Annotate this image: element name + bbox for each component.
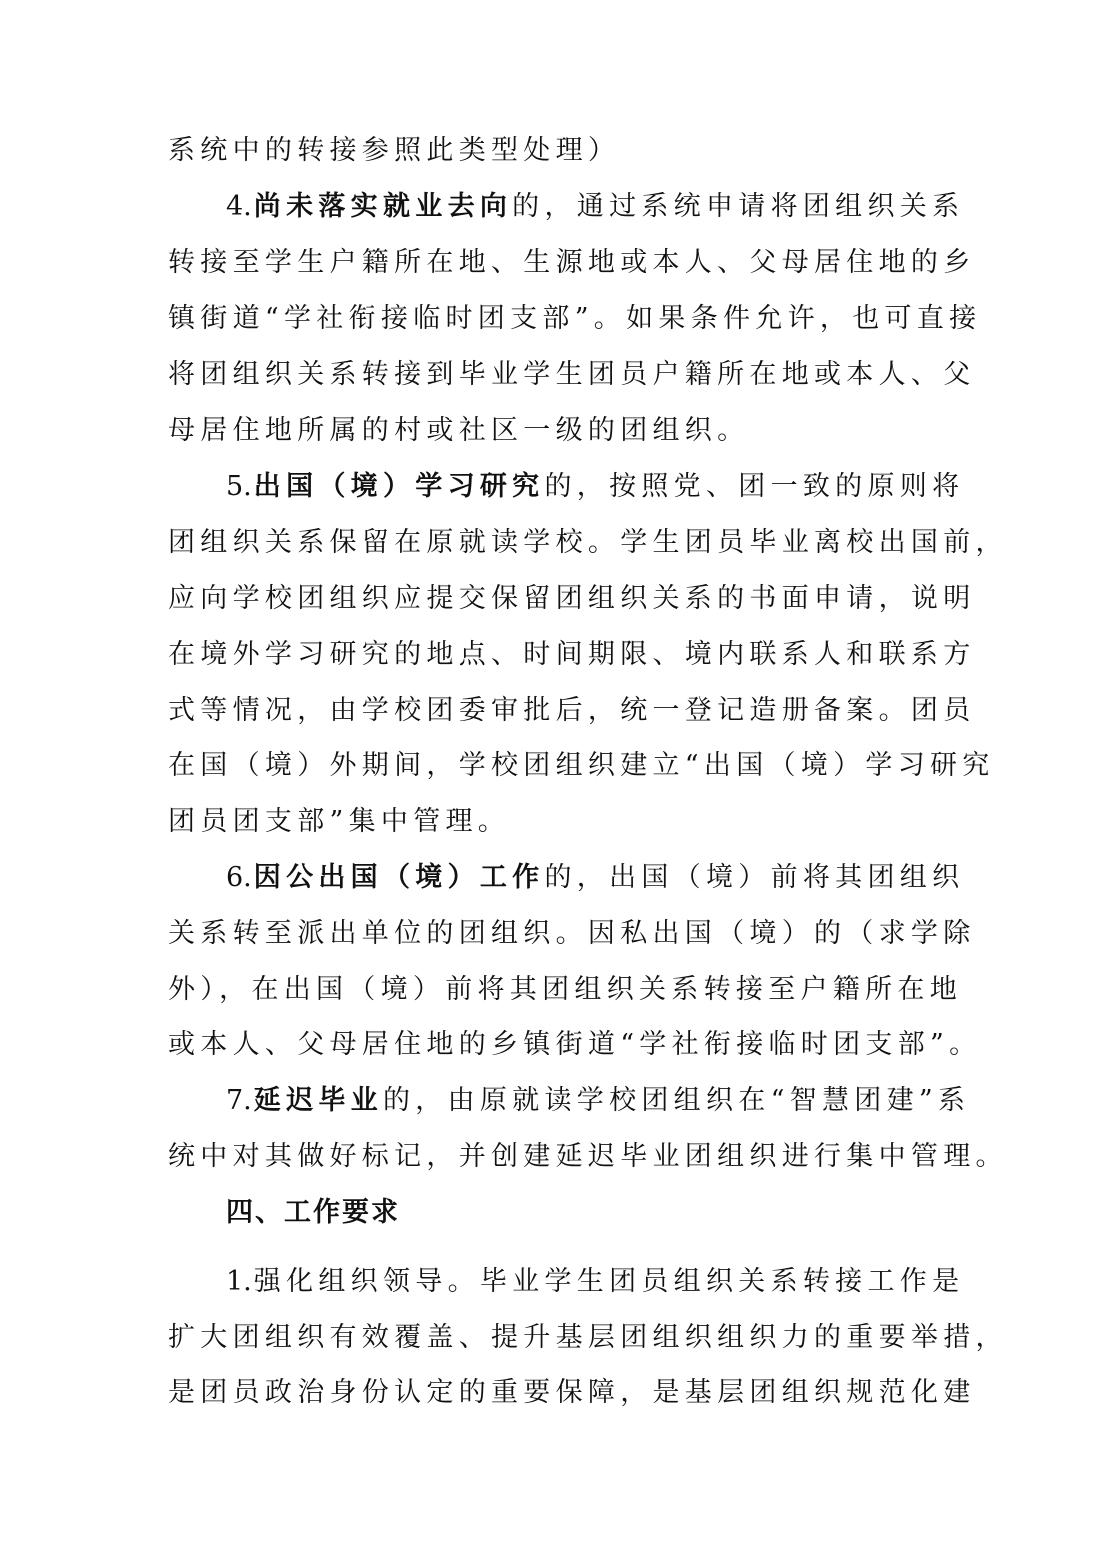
section-heading: 四、工作要求 xyxy=(226,1197,400,1228)
text-line: 团员团支部”集中管理。 xyxy=(168,806,511,837)
item-bold-title: 尚未落实就业去向 xyxy=(253,191,513,222)
item-bold-title: 出国（境）学习研究 xyxy=(253,471,545,502)
item-4-first-line xyxy=(226,187,965,227)
item-6-first-line xyxy=(226,858,965,898)
item-bold-title: 因公出国（境）工作 xyxy=(253,862,545,893)
text-line: 外），在出国（境）前将其团组织关系转接至户籍所在地 xyxy=(168,974,962,1005)
item-number: 4. xyxy=(226,191,252,222)
item-5-first-line xyxy=(226,467,965,507)
requirement-1-first-line xyxy=(226,1262,965,1302)
text-line: 系统中的转接参照此类型处理） xyxy=(168,135,621,166)
text-line: 或本人、父母居住地的乡镇街道“学社衔接临时团支部”。 xyxy=(168,1029,982,1060)
text-line: 母居住地所属的村或社区一级的团组织。 xyxy=(168,415,750,446)
item-7-first-line xyxy=(226,1081,971,1121)
text-line: 式等情况，由学校团委审批后，统一登记造册备案。团员 xyxy=(168,695,976,726)
text-line: 统中对其做好标记，并创建延迟毕业团组织进行集中管理。 xyxy=(168,1141,1008,1172)
text-line: 在国（境）外期间，学校团组织建立“出国（境）学习研究 xyxy=(168,750,995,781)
text-line: 团组织关系保留在原就读学校。学生团员毕业离校出国前， xyxy=(168,527,1008,558)
text-line: 将团组织关系转接到毕业学生团员户籍所在地或本人、父 xyxy=(168,359,976,390)
item-number: 5. xyxy=(226,471,252,502)
item-text: 的，由原就读学校团组织在“智慧团建”系 xyxy=(382,1085,971,1116)
text-line: 扩大团组织有效覆盖、提升基层团组织组织力的重要举措， xyxy=(168,1322,1008,1353)
item-number: 7. xyxy=(226,1085,252,1116)
text-line: 应向学校团组织应提交保留团组织关系的书面申请，说明 xyxy=(168,583,976,614)
text-line: 转接至学生户籍所在地、生源地或本人、父母居住地的乡 xyxy=(168,247,976,278)
text-line: 是团员政治身份认定的重要保障，是基层团组织规范化建 xyxy=(168,1377,976,1408)
item-text: 的，通过系统申请将团组织关系 xyxy=(512,191,965,222)
item-number: 1. xyxy=(226,1266,252,1297)
item-text: 的，出国（境）前将其团组织 xyxy=(544,862,965,893)
item-text: 的，按照党、团一致的原则将 xyxy=(544,471,965,502)
text-line: 镇街道“学社衔接临时团支部”。如果条件允许，也可直接 xyxy=(168,303,982,334)
item-bold-title: 延迟毕业 xyxy=(253,1085,383,1116)
text-line: 关系转至派出单位的团组织。因私出国（境）的（求学除 xyxy=(168,918,976,949)
item-number: 6. xyxy=(226,862,252,893)
item-text: 强化组织领导。毕业学生团员组织关系转接工作是 xyxy=(253,1266,965,1297)
text-line: 在境外学习研究的地点、时间期限、境内联系人和联系方 xyxy=(168,639,976,670)
